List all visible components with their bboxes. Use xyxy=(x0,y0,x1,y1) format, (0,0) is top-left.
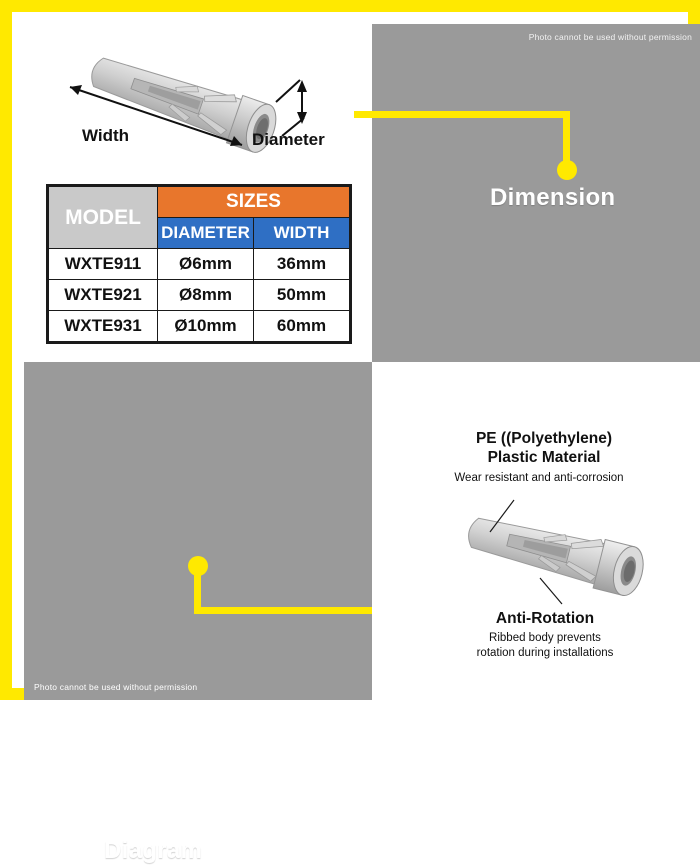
material-subtitle: Wear resistant and anti-corrosion xyxy=(454,472,624,484)
row-model: WXTE931 xyxy=(49,311,158,342)
diameter-header: DIAMETER xyxy=(158,218,254,249)
width-dimension-label: Width xyxy=(82,126,130,145)
rotation-subtitle-line2: rotation during installations xyxy=(476,647,614,659)
watermark-top: Photo cannot be used without permission xyxy=(528,32,692,42)
rotation-subtitle-line1: Ribbed body prevents xyxy=(489,632,601,644)
row-width: 50mm xyxy=(254,280,350,311)
material-title-line1: PE ((Polyethylene) xyxy=(475,430,613,447)
row-diameter: Ø10mm xyxy=(158,311,254,342)
dimension-connector-vertical xyxy=(563,111,570,165)
dimension-callout-label: Dimension xyxy=(490,184,616,211)
quadrant-top-left xyxy=(24,24,372,362)
model-header: MODEL xyxy=(49,187,158,249)
table-row xyxy=(49,311,350,342)
row-width: 60mm xyxy=(254,311,350,342)
dimension-connector-horizontal xyxy=(354,111,570,118)
rotation-title: Anti-Rotation xyxy=(495,610,595,627)
wall-plug-feature-icon xyxy=(444,492,694,622)
table-header-row xyxy=(49,187,350,218)
row-diameter: Ø8mm xyxy=(158,280,254,311)
sizes-header: SIZES xyxy=(158,187,350,218)
quadrant-top-right xyxy=(372,24,700,362)
row-model: WXTE911 xyxy=(49,249,158,280)
row-diameter: Ø6mm xyxy=(158,249,254,280)
row-model: WXTE921 xyxy=(49,280,158,311)
table-row xyxy=(49,280,350,311)
watermark-bottom: Photo cannot be used without permission xyxy=(34,682,198,692)
diagram-connector-horizontal xyxy=(194,607,390,614)
width-header: WIDTH xyxy=(254,218,350,249)
row-width: 36mm xyxy=(254,249,350,280)
table-row xyxy=(49,249,350,280)
dimension-connector-dot xyxy=(557,160,577,180)
quadrant-bottom-left xyxy=(24,362,372,864)
specs-table xyxy=(46,184,352,344)
material-title-line2: Plastic Material xyxy=(487,449,601,466)
infographic-inner xyxy=(24,24,700,864)
diagram-callout-label: Diagram xyxy=(104,837,203,864)
quadrant-bottom-right xyxy=(372,362,700,700)
diagram-connector-dot xyxy=(188,556,208,576)
diameter-dimension-label: Diameter xyxy=(252,130,325,149)
